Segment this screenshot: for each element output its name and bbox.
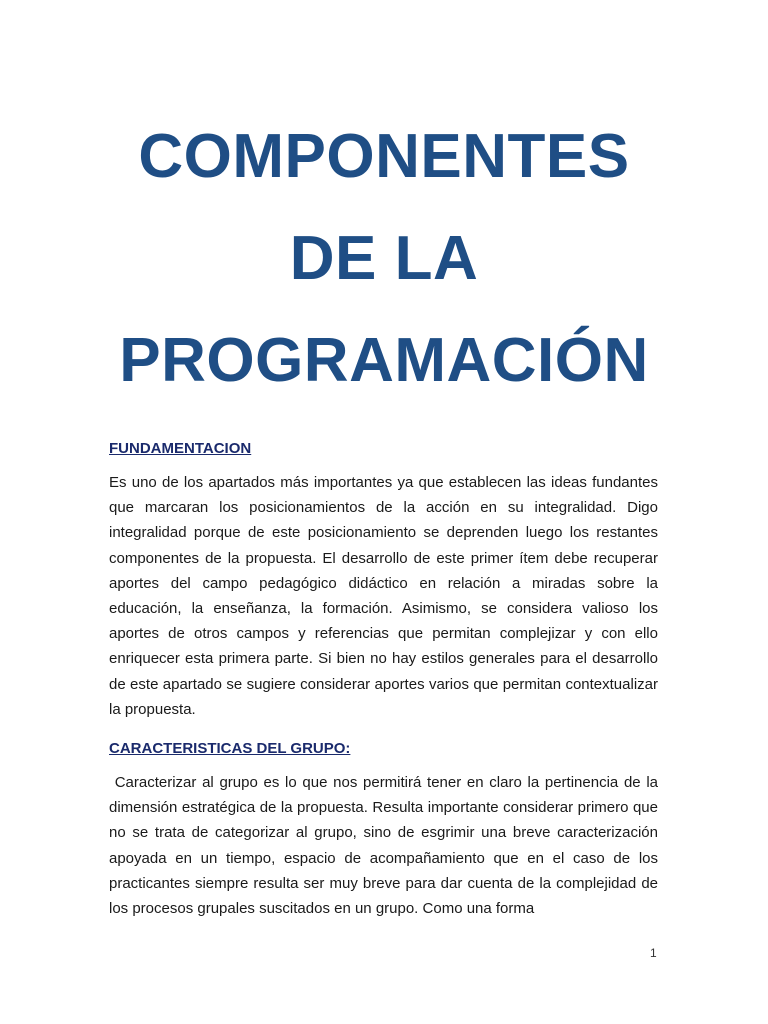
section-fundamentacion [109,438,658,722]
section-heading-caracteristicas: CARACTERISTICAS DEL GRUPO: [109,740,351,758]
title-line-2: DE LA [289,224,479,293]
page-number: 1 [650,946,657,960]
section-body-fundamentacion: Es uno de los apartados más importantes ya que establecen las ideas fundantes que marcaran los posicionamientos de la acción en su integralidad. Digo integralidad porque de este posicionamiento se deprenden luego los restantes componentes de la propuesta. El desarrollo de este primer ítem debe recuperar aportes del campo pedagógico didáctico en relación a miradas sobre la educación, la enseñanza, la formación. Asimismo, se considera valioso los aportes de otros campos y referencias que permitan complejizar y con ello enriquecer esta primera parte. Si bien no hay estilos generales para el desarrollo de este apartado se sugiere considerar aportes varios que permitan contextualizar la propuesta. [109,474,658,718]
document-body [109,438,663,921]
section-heading-fundamentacion: FUNDAMENTACION [109,440,252,457]
title-line-3: PROGRAMACIÓN [119,326,649,395]
section-body-caracteristicas: Caracterizar al grupo es lo que nos permitirá tener en claro la pertinencia de la dimensión estratégica de la propuesta. Resulta importante considerar primero que no se trata de categorizar al grupo, sino de esgrimir una breve caracterización apoyada en un tiempo, espacio de acompañamiento que en el caso de los practicantes siempre resulta ser muy breve para dar cuenta de la complejidad de los procesos grupales suscitados en un grupo. Como una forma [109,774,663,918]
document-title [0,106,768,412]
title-line-1: COMPONENTES [138,122,630,191]
section-caracteristicas-del-grupo [109,738,663,921]
